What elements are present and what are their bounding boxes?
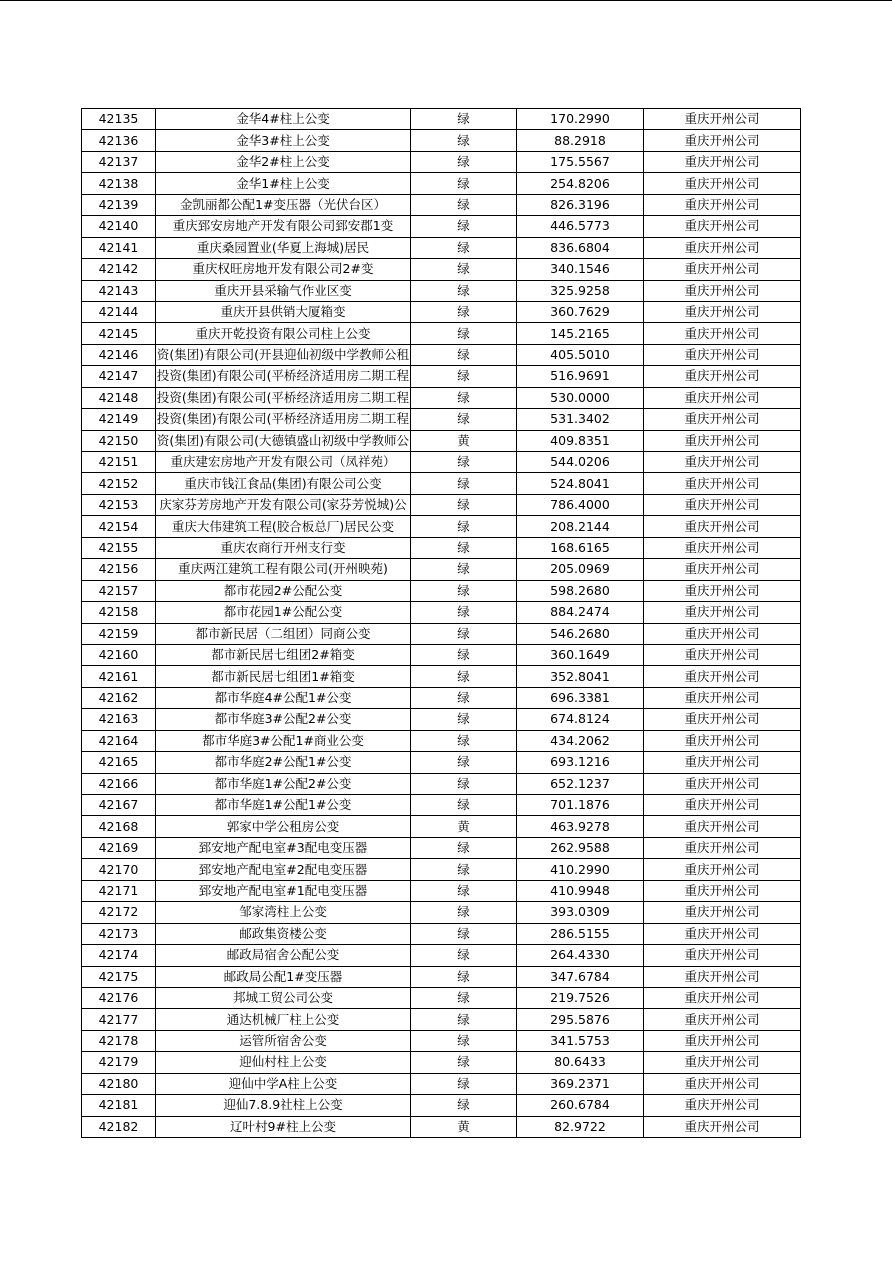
cell-status: 绿 [411, 880, 517, 901]
cell-value: 701.1876 [517, 795, 644, 816]
cell-company: 重庆开州公司 [644, 323, 801, 344]
cell-name: 金凯丽都公配1#变压器（光伏台区） [156, 194, 411, 215]
cell-id: 42137 [82, 151, 156, 172]
cell-company: 重庆开州公司 [644, 173, 801, 194]
cell-company: 重庆开州公司 [644, 237, 801, 258]
cell-name: 都市华庭2#公配1#公变 [156, 752, 411, 773]
cell-company: 重庆开州公司 [644, 1095, 801, 1116]
cell-id: 42171 [82, 880, 156, 901]
cell-id: 42138 [82, 173, 156, 194]
table-row [82, 666, 801, 687]
cell-value: 652.1237 [517, 773, 644, 794]
cell-name: 金华1#柱上公变 [156, 173, 411, 194]
table-row [82, 387, 801, 408]
cell-value: 360.1649 [517, 644, 644, 665]
cell-name: 都市华庭1#公配1#公变 [156, 795, 411, 816]
cell-name: 都市华庭3#公配1#商业公变 [156, 730, 411, 751]
cell-id: 42150 [82, 430, 156, 451]
cell-value: 88.2918 [517, 130, 644, 151]
cell-value: 264.4330 [517, 945, 644, 966]
cell-id: 42161 [82, 666, 156, 687]
cell-value: 446.5773 [517, 216, 644, 237]
page-top-border [0, 0, 892, 1]
cell-name: 辽叶村9#柱上公变 [156, 1116, 411, 1137]
cell-company: 重庆开州公司 [644, 1009, 801, 1030]
cell-name: 郭家中学公租房公变 [156, 816, 411, 837]
cell-id: 42157 [82, 580, 156, 601]
cell-id: 42178 [82, 1030, 156, 1051]
cell-company: 重庆开州公司 [644, 1052, 801, 1073]
cell-id: 42177 [82, 1009, 156, 1030]
cell-status: 绿 [411, 859, 517, 880]
cell-status: 绿 [411, 237, 517, 258]
cell-company: 重庆开州公司 [644, 109, 801, 130]
cell-id: 42148 [82, 387, 156, 408]
cell-company: 重庆开州公司 [644, 923, 801, 944]
cell-value: 410.2990 [517, 859, 644, 880]
cell-id: 42172 [82, 902, 156, 923]
cell-name: 都市新民居七组团2#箱变 [156, 644, 411, 665]
cell-value: 884.2474 [517, 602, 644, 623]
table-row [82, 644, 801, 665]
cell-id: 42136 [82, 130, 156, 151]
table-row [82, 323, 801, 344]
cell-company: 重庆开州公司 [644, 452, 801, 473]
cell-name: 迎仙中学A柱上公变 [156, 1073, 411, 1094]
cell-name: 重庆权旺房地开发有限公司2#变 [156, 259, 411, 280]
cell-status: 绿 [411, 173, 517, 194]
cell-name: 郅安地产配电室#1配电变压器 [156, 880, 411, 901]
cell-value: 836.6804 [517, 237, 644, 258]
cell-status: 绿 [411, 1052, 517, 1073]
cell-company: 重庆开州公司 [644, 1030, 801, 1051]
cell-status: 绿 [411, 644, 517, 665]
cell-name: 邮政局宿舍公配公变 [156, 945, 411, 966]
cell-company: 重庆开州公司 [644, 687, 801, 708]
table-row [82, 945, 801, 966]
table-row [82, 237, 801, 258]
cell-id: 42153 [82, 494, 156, 515]
cell-id: 42160 [82, 644, 156, 665]
table-row [82, 194, 801, 215]
cell-value: 208.2144 [517, 516, 644, 537]
cell-value: 393.0309 [517, 902, 644, 923]
cell-id: 42152 [82, 473, 156, 494]
cell-name: 郅安地产配电室#2配电变压器 [156, 859, 411, 880]
table-row [82, 687, 801, 708]
cell-id: 42151 [82, 452, 156, 473]
cell-status: 绿 [411, 752, 517, 773]
cell-value: 360.7629 [517, 301, 644, 322]
cell-id: 42154 [82, 516, 156, 537]
cell-status: 黄 [411, 430, 517, 451]
cell-company: 重庆开州公司 [644, 945, 801, 966]
cell-value: 341.5753 [517, 1030, 644, 1051]
cell-company: 重庆开州公司 [644, 730, 801, 751]
cell-status: 绿 [411, 259, 517, 280]
cell-id: 42179 [82, 1052, 156, 1073]
cell-name: 金华2#柱上公变 [156, 151, 411, 172]
cell-name: 邮政集资楼公变 [156, 923, 411, 944]
table-row [82, 280, 801, 301]
cell-company: 重庆开州公司 [644, 473, 801, 494]
cell-status: 绿 [411, 709, 517, 730]
cell-company: 重庆开州公司 [644, 259, 801, 280]
cell-value: 786.4000 [517, 494, 644, 515]
cell-id: 42181 [82, 1095, 156, 1116]
cell-name: 投资(集团)有限公司(平桥经济适用房二期工程 [156, 409, 411, 430]
table-row [82, 537, 801, 558]
cell-company: 重庆开州公司 [644, 387, 801, 408]
cell-value: 219.7526 [517, 987, 644, 1008]
cell-company: 重庆开州公司 [644, 409, 801, 430]
cell-status: 绿 [411, 130, 517, 151]
cell-status: 绿 [411, 301, 517, 322]
cell-company: 重庆开州公司 [644, 537, 801, 558]
table-row [82, 1009, 801, 1030]
cell-value: 546.2680 [517, 623, 644, 644]
cell-value: 531.3402 [517, 409, 644, 430]
cell-status: 绿 [411, 602, 517, 623]
cell-status: 绿 [411, 194, 517, 215]
cell-value: 369.2371 [517, 1073, 644, 1094]
cell-value: 254.8206 [517, 173, 644, 194]
cell-company: 重庆开州公司 [644, 1116, 801, 1137]
cell-value: 463.9278 [517, 816, 644, 837]
table-row [82, 966, 801, 987]
table-row [82, 494, 801, 515]
cell-id: 42145 [82, 323, 156, 344]
table-row [82, 151, 801, 172]
cell-name: 重庆开县采输气作业区变 [156, 280, 411, 301]
cell-id: 42169 [82, 837, 156, 858]
cell-company: 重庆开州公司 [644, 602, 801, 623]
cell-status: 绿 [411, 1095, 517, 1116]
cell-id: 42159 [82, 623, 156, 644]
cell-id: 42147 [82, 366, 156, 387]
table-row [82, 301, 801, 322]
cell-status: 绿 [411, 216, 517, 237]
table-row [82, 130, 801, 151]
cell-id: 42175 [82, 966, 156, 987]
cell-id: 42141 [82, 237, 156, 258]
cell-name: 重庆桑园置业(华夏上海城)居民 [156, 237, 411, 258]
table-row [82, 730, 801, 751]
cell-company: 重庆开州公司 [644, 194, 801, 215]
cell-company: 重庆开州公司 [644, 559, 801, 580]
data-table [81, 108, 801, 1138]
table-row [82, 773, 801, 794]
table-row [82, 880, 801, 901]
cell-status: 绿 [411, 773, 517, 794]
cell-status: 绿 [411, 987, 517, 1008]
cell-company: 重庆开州公司 [644, 301, 801, 322]
cell-company: 重庆开州公司 [644, 516, 801, 537]
cell-value: 516.9691 [517, 366, 644, 387]
cell-company: 重庆开州公司 [644, 837, 801, 858]
cell-name: 重庆农商行开州支行变 [156, 537, 411, 558]
cell-status: 绿 [411, 151, 517, 172]
cell-id: 42167 [82, 795, 156, 816]
cell-name: 都市华庭1#公配2#公变 [156, 773, 411, 794]
table-row [82, 837, 801, 858]
cell-id: 42144 [82, 301, 156, 322]
cell-company: 重庆开州公司 [644, 216, 801, 237]
cell-status: 绿 [411, 837, 517, 858]
cell-value: 674.8124 [517, 709, 644, 730]
cell-id: 42174 [82, 945, 156, 966]
cell-id: 42135 [82, 109, 156, 130]
cell-value: 145.2165 [517, 323, 644, 344]
cell-company: 重庆开州公司 [644, 752, 801, 773]
cell-name: 重庆建宏房地产开发有限公司（凤祥苑） [156, 452, 411, 473]
cell-name: 通达机械厂柱上公变 [156, 1009, 411, 1030]
cell-company: 重庆开州公司 [644, 966, 801, 987]
cell-value: 696.3381 [517, 687, 644, 708]
table-row [82, 987, 801, 1008]
table-row [82, 473, 801, 494]
table-row [82, 344, 801, 365]
table-row [82, 1052, 801, 1073]
table-row [82, 452, 801, 473]
table-row [82, 516, 801, 537]
cell-name: 迎仙7.8.9社柱上公变 [156, 1095, 411, 1116]
cell-id: 42162 [82, 687, 156, 708]
cell-company: 重庆开州公司 [644, 816, 801, 837]
cell-status: 绿 [411, 966, 517, 987]
cell-id: 42149 [82, 409, 156, 430]
cell-name: 投资(集团)有限公司(平桥经济适用房二期工程 [156, 366, 411, 387]
cell-id: 42142 [82, 259, 156, 280]
cell-name: 重庆开乾投资有限公司柱上公变 [156, 323, 411, 344]
cell-status: 绿 [411, 1009, 517, 1030]
cell-value: 260.6784 [517, 1095, 644, 1116]
cell-name: 迎仙村柱上公变 [156, 1052, 411, 1073]
cell-company: 重庆开州公司 [644, 795, 801, 816]
cell-value: 175.5567 [517, 151, 644, 172]
cell-status: 绿 [411, 1073, 517, 1094]
cell-company: 重庆开州公司 [644, 623, 801, 644]
cell-company: 重庆开州公司 [644, 1073, 801, 1094]
cell-value: 405.5010 [517, 344, 644, 365]
cell-name: 投资(集团)有限公司(平桥经济适用房二期工程 [156, 387, 411, 408]
cell-id: 42163 [82, 709, 156, 730]
table-row [82, 709, 801, 730]
cell-value: 544.0206 [517, 452, 644, 473]
cell-company: 重庆开州公司 [644, 859, 801, 880]
table-row [82, 1030, 801, 1051]
cell-status: 绿 [411, 323, 517, 344]
table-row [82, 623, 801, 644]
cell-value: 347.6784 [517, 966, 644, 987]
cell-id: 42146 [82, 344, 156, 365]
cell-value: 170.2990 [517, 109, 644, 130]
cell-status: 绿 [411, 623, 517, 644]
cell-status: 绿 [411, 730, 517, 751]
cell-company: 重庆开州公司 [644, 773, 801, 794]
table-row [82, 752, 801, 773]
table-row [82, 559, 801, 580]
cell-status: 绿 [411, 473, 517, 494]
table-row [82, 795, 801, 816]
cell-value: 524.8041 [517, 473, 644, 494]
cell-company: 重庆开州公司 [644, 130, 801, 151]
cell-status: 绿 [411, 559, 517, 580]
cell-status: 绿 [411, 580, 517, 601]
cell-name: 金华3#柱上公变 [156, 130, 411, 151]
table-row [82, 580, 801, 601]
cell-name: 重庆郅安房地产开发有限公司郅安郡1变 [156, 216, 411, 237]
cell-status: 绿 [411, 795, 517, 816]
cell-value: 205.0969 [517, 559, 644, 580]
cell-id: 42139 [82, 194, 156, 215]
table-row [82, 366, 801, 387]
table-row [82, 109, 801, 130]
cell-id: 42166 [82, 773, 156, 794]
cell-value: 295.5876 [517, 1009, 644, 1030]
cell-value: 434.2062 [517, 730, 644, 751]
cell-status: 绿 [411, 516, 517, 537]
cell-name: 运管所宿舍公变 [156, 1030, 411, 1051]
cell-status: 绿 [411, 945, 517, 966]
cell-name: 都市花园1#公配公变 [156, 602, 411, 623]
cell-company: 重庆开州公司 [644, 494, 801, 515]
cell-value: 826.3196 [517, 194, 644, 215]
table-row [82, 430, 801, 451]
cell-name: 邹家湾柱上公变 [156, 902, 411, 923]
table-row [82, 816, 801, 837]
table-row [82, 859, 801, 880]
cell-name: 都市新民居（二组团）同商公变 [156, 623, 411, 644]
cell-company: 重庆开州公司 [644, 366, 801, 387]
cell-status: 绿 [411, 387, 517, 408]
cell-id: 42173 [82, 923, 156, 944]
cell-value: 409.8351 [517, 430, 644, 451]
cell-value: 168.6165 [517, 537, 644, 558]
cell-company: 重庆开州公司 [644, 344, 801, 365]
cell-company: 重庆开州公司 [644, 987, 801, 1008]
cell-name: 都市花园2#公配公变 [156, 580, 411, 601]
cell-name: 金华4#柱上公变 [156, 109, 411, 130]
cell-id: 42164 [82, 730, 156, 751]
table-row [82, 259, 801, 280]
cell-name: 资(集团)有限公司(开县迎仙初级中学教师公租 [156, 344, 411, 365]
cell-status: 绿 [411, 1030, 517, 1051]
cell-name: 重庆大伟建筑工程(胶合板总厂)居民公变 [156, 516, 411, 537]
cell-value: 598.2680 [517, 580, 644, 601]
cell-value: 325.9258 [517, 280, 644, 301]
cell-status: 绿 [411, 280, 517, 301]
cell-status: 黄 [411, 816, 517, 837]
cell-id: 42143 [82, 280, 156, 301]
cell-status: 绿 [411, 923, 517, 944]
cell-value: 693.1216 [517, 752, 644, 773]
cell-status: 绿 [411, 452, 517, 473]
cell-name: 庆家芬芳房地产开发有限公司(家芬芳悦城)公 [156, 494, 411, 515]
table-row [82, 1116, 801, 1137]
cell-value: 262.9588 [517, 837, 644, 858]
cell-name: 重庆市钱江食品(集团)有限公司公变 [156, 473, 411, 494]
table-row [82, 923, 801, 944]
table-row [82, 216, 801, 237]
cell-company: 重庆开州公司 [644, 880, 801, 901]
table-row [82, 1095, 801, 1116]
cell-id: 42180 [82, 1073, 156, 1094]
cell-status: 绿 [411, 537, 517, 558]
cell-id: 42168 [82, 816, 156, 837]
cell-company: 重庆开州公司 [644, 151, 801, 172]
cell-company: 重庆开州公司 [644, 280, 801, 301]
cell-value: 530.0000 [517, 387, 644, 408]
cell-value: 340.1546 [517, 259, 644, 280]
cell-status: 绿 [411, 109, 517, 130]
cell-company: 重庆开州公司 [644, 430, 801, 451]
cell-status: 绿 [411, 494, 517, 515]
cell-status: 绿 [411, 666, 517, 687]
table-row [82, 902, 801, 923]
cell-id: 42155 [82, 537, 156, 558]
cell-status: 绿 [411, 902, 517, 923]
cell-status: 绿 [411, 687, 517, 708]
cell-name: 都市华庭3#公配2#公变 [156, 709, 411, 730]
cell-value: 286.5155 [517, 923, 644, 944]
cell-name: 邦城工贸公司公变 [156, 987, 411, 1008]
table-row [82, 409, 801, 430]
cell-name: 重庆开县供销大厦箱变 [156, 301, 411, 322]
table-row [82, 1073, 801, 1094]
cell-id: 42140 [82, 216, 156, 237]
cell-company: 重庆开州公司 [644, 709, 801, 730]
cell-value: 410.9948 [517, 880, 644, 901]
table-body [82, 109, 801, 1138]
cell-name: 重庆两江建筑工程有限公司(开州映苑) [156, 559, 411, 580]
cell-status: 黄 [411, 1116, 517, 1137]
cell-name: 郅安地产配电室#3配电变压器 [156, 837, 411, 858]
cell-name: 资(集团)有限公司(大德镇盛山初级中学教师公 [156, 430, 411, 451]
cell-status: 绿 [411, 409, 517, 430]
cell-status: 绿 [411, 366, 517, 387]
cell-company: 重庆开州公司 [644, 902, 801, 923]
table-row [82, 173, 801, 194]
table-row [82, 602, 801, 623]
cell-name: 都市华庭4#公配1#公变 [156, 687, 411, 708]
cell-company: 重庆开州公司 [644, 644, 801, 665]
cell-id: 42176 [82, 987, 156, 1008]
cell-company: 重庆开州公司 [644, 666, 801, 687]
cell-id: 42170 [82, 859, 156, 880]
cell-value: 80.6433 [517, 1052, 644, 1073]
cell-value: 82.9722 [517, 1116, 644, 1137]
cell-value: 352.8041 [517, 666, 644, 687]
cell-status: 绿 [411, 344, 517, 365]
cell-id: 42182 [82, 1116, 156, 1137]
cell-company: 重庆开州公司 [644, 580, 801, 601]
cell-name: 邮政局公配1#变压器 [156, 966, 411, 987]
cell-id: 42165 [82, 752, 156, 773]
cell-id: 42158 [82, 602, 156, 623]
cell-id: 42156 [82, 559, 156, 580]
cell-name: 都市新民居七组团1#箱变 [156, 666, 411, 687]
